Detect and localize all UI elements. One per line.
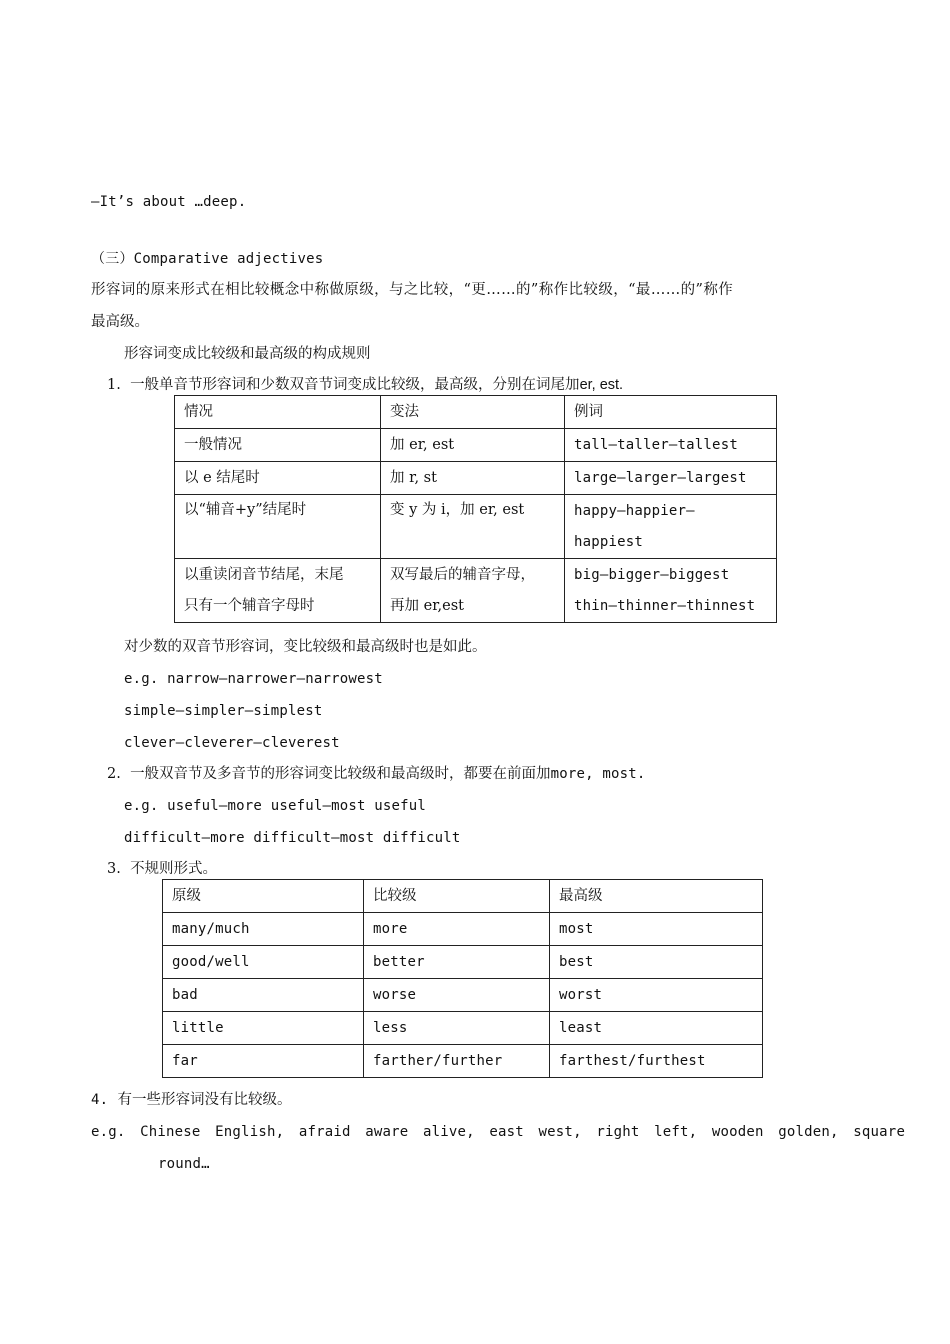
- cell-change: 加 r, st: [381, 462, 565, 495]
- intro-line-2: 最高级。: [91, 314, 149, 330]
- irregular-table: [162, 879, 763, 1078]
- table-header-row: [163, 880, 763, 913]
- rules-heading: 形容词变成比较级和最高级的构成规则: [124, 346, 371, 362]
- formation-table: [174, 395, 777, 623]
- table-row: [163, 1045, 763, 1078]
- table-row: [175, 462, 777, 495]
- cell-change: 变 y 为 i，加 er, est: [381, 495, 565, 559]
- table-row: [163, 979, 763, 1012]
- cell-change-line: 双写最后的辅音字母，: [390, 566, 535, 583]
- cell-positive: little: [163, 1012, 364, 1045]
- cell-comparative: farther/further: [364, 1045, 550, 1078]
- cell-case-line: 以重读闭音节结尾，末尾: [184, 566, 344, 583]
- table-row: [163, 913, 763, 946]
- cell-change: 加 er, est: [381, 429, 565, 462]
- cell-positive: many/much: [163, 913, 364, 946]
- rule-2-line: [107, 767, 645, 782]
- cell-positive: bad: [163, 979, 364, 1012]
- cell-comparative: better: [364, 946, 550, 979]
- header-example: 例词: [565, 396, 777, 429]
- example-line: e.g. useful—more useful—most useful: [124, 798, 427, 814]
- rule-1-suffix: er, est.: [579, 377, 624, 393]
- cell-example-line: big—bigger—biggest: [574, 566, 730, 583]
- table-row: [163, 1012, 763, 1045]
- table-header-row: [175, 396, 777, 429]
- section-title-text: （三）Comparative adjectives: [91, 251, 324, 267]
- section-title: [91, 252, 323, 267]
- cell-case: [175, 559, 381, 623]
- cell-superlative: least: [550, 1012, 763, 1045]
- cell-change: [381, 559, 565, 623]
- cell-comparative: worse: [364, 979, 550, 1012]
- example-line: difficult—more difficult—most difficult: [124, 830, 461, 846]
- rule-3-text: 不规则形式。: [130, 861, 218, 877]
- header-change: 变法: [381, 396, 565, 429]
- cell-example-line: thin—thinner—thinnest: [574, 597, 756, 614]
- rule-4-line: [91, 1093, 291, 1108]
- rule-2-words: more, most.: [550, 766, 646, 782]
- rule-4-number: 4.: [91, 1092, 109, 1108]
- table-row: [163, 946, 763, 979]
- cell-example: large—larger—largest: [565, 462, 777, 495]
- cell-case: 一般情况: [175, 429, 381, 462]
- cell-case: 以“辅音+y”结尾时: [175, 495, 381, 559]
- cell-example: [565, 559, 777, 623]
- cell-case: 以 e 结尾时: [175, 462, 381, 495]
- rule-1-number: 1.: [107, 377, 121, 393]
- header-positive: 原级: [163, 880, 364, 913]
- intro-line-1: 形容词的原来形式在相比较概念中称做原级，与之比较，“更……的”称作比较级，“最……的”称作: [91, 282, 734, 298]
- rule-1-line: [107, 378, 623, 393]
- rule-2-text: 一般双音节及多音节的形容词变比较级和最高级时，都要在前面加: [130, 766, 551, 782]
- dialog-line: —It’s about …deep.: [91, 194, 247, 210]
- cell-example-line: happiest: [574, 533, 644, 550]
- cell-positive: far: [163, 1045, 364, 1078]
- rule-2-number: 2.: [107, 766, 121, 782]
- table-row: [175, 429, 777, 462]
- rule-1-text: 一般单音节形容词和少数双音节词变成比较级，最高级，分别在词尾加: [130, 377, 580, 393]
- cell-comparative: more: [364, 913, 550, 946]
- rule-4-example-line-1: e.g. Chinese English, afraid aware alive, east west, right left, wooden golden, square: [91, 1124, 906, 1140]
- cell-superlative: farthest/furthest: [550, 1045, 763, 1078]
- cell-superlative: worst: [550, 979, 763, 1012]
- cell-positive: good/well: [163, 946, 364, 979]
- example-line: e.g. narrow—narrower—narrowest: [124, 671, 383, 687]
- table-row: [175, 495, 777, 559]
- header-comparative: 比较级: [364, 880, 550, 913]
- example-line: simple—simpler—simplest: [124, 703, 323, 719]
- example-line: clever—cleverer—cleverest: [124, 735, 340, 751]
- rule-3-line: [107, 862, 217, 877]
- cell-example: [565, 495, 777, 559]
- cell-change-line: 再加 er,est: [390, 597, 464, 614]
- rule-4-example-line-2: round…: [158, 1156, 210, 1172]
- rule-3-number: 3.: [107, 861, 121, 877]
- rule-4-text: 有一些形容词没有比较级。: [117, 1092, 292, 1108]
- cell-case-line: 只有一个辅音字母时: [184, 597, 315, 614]
- header-superlative: 最高级: [550, 880, 763, 913]
- cell-superlative: most: [550, 913, 763, 946]
- header-case: 情况: [175, 396, 381, 429]
- cell-example-line: happy—happier—: [574, 502, 695, 519]
- table-row: [175, 559, 777, 623]
- cell-superlative: best: [550, 946, 763, 979]
- cell-comparative: less: [364, 1012, 550, 1045]
- rule-1-note: 对少数的双音节形容词，变比较级和最高级时也是如此。: [124, 639, 487, 655]
- cell-example: tall—taller—tallest: [565, 429, 777, 462]
